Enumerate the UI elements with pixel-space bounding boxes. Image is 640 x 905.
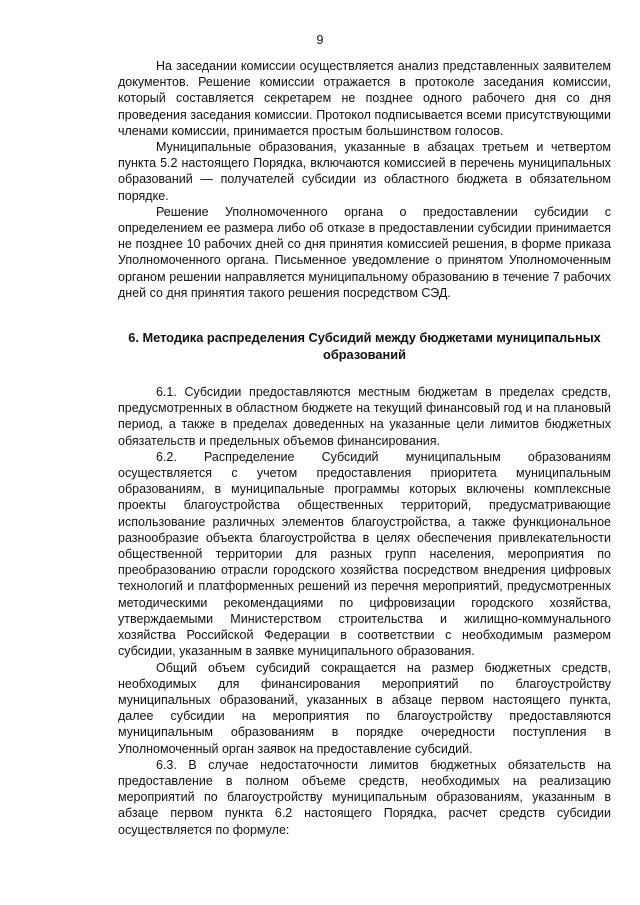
paragraph-municipal-inclusion: Муниципальные образования, указанные в абзацах третьем и четвертом пункта 5.2 настоящего Порядка, включаются комиссией в перечень муниципальных образований — получателей субсидии из областного бюджета в обязательном порядке. [118, 140, 611, 203]
paragraph-6-3: 6.3. В случае недостаточности лимитов бюджетных обязательств на предоставление в полном объеме средств, необходимых на реализацию мероприятий по благоустройству муниципальным образованиям, указанным в абзаце первом пункта 6.2 настоящего Порядка, расчет средств субсидии осуществляется по формуле: [118, 757, 611, 837]
page-number: 9 [316, 33, 324, 47]
paragraph-6-1: 6.1. Субсидии предоставляются местным бюджетам в пределах средств, предусмотренных в областном бюджете на текущий финансовый год и на плановый период, а также в пределах доведенных на указанные цели лимитов бюджетных обязательств и предельных объемов финансирования. [118, 385, 611, 448]
document-body [118, 58, 611, 838]
paragraph-commission-meeting: На заседании комиссии осуществляется анализ представленных заявителем документов. Решение комиссии отражается в протоколе заседания комиссии, который составляется секретарем не позднее одного рабочего дня со дня проведения заседания комиссии. Протокол подписывается всеми присутствующими членами комиссии, принимается простым большинством голосов. [118, 59, 611, 138]
section-heading: 6. Методика распределения Субсидий между бюджетами муниципальных образований [128, 330, 601, 362]
paragraph-decision: Решение Уполномоченного органа о предоставлении субсидии с определением ее размера либо об отказе в предоставлении субсидии принимается не позднее 10 рабочих дней со дня принятия комиссией решения, в форме приказа Уполномоченного органа. Письменное уведомление о принятом Уполномоченным органом решении направляется муниципальному образованию в течение 7 рабочих дней со дня принятия такого решения посредством СЭД. [118, 204, 611, 300]
paragraph-6-2: 6.2. Распределение Субсидий муниципальным образованиям осуществляется с учетом предоставления приоритета муниципальным образованиям, в муниципальные программы которых включены комплексные проекты благоустройства общественных территорий, предусматривающие использование различных элементов благоустройства, а также функциональное разнообразие объекта благоустройства в целях обеспечения привлекательности общественной территории для разных групп населения, мероприятия по преобразованию отрасли городского хозяйства посредством внедрения цифровых технологий и платформенных решений из перечня мероприятий, предусмотренных методическими рекомендациями по цифровизации городского хозяйства, утверждаемыми Министерством строительства и жилищно-коммунального хозяйства Российской Федерации в соответствии с необходимым размером субсидии, указанным в заявке муниципального образования. [118, 449, 611, 659]
paragraph-total-volume: Общий объем субсидий сокращается на размер бюджетных средств, необходимых для финансирования мероприятий по благоустройству муниципальных образований, указанных в абзаце первом настоящего пункта, далее субсидии на мероприятия по благоустройству предоставляются муниципальным образованиям в порядке очередности поступления в Уполномоченный орган заявок на предоставление субсидий. [118, 660, 611, 756]
